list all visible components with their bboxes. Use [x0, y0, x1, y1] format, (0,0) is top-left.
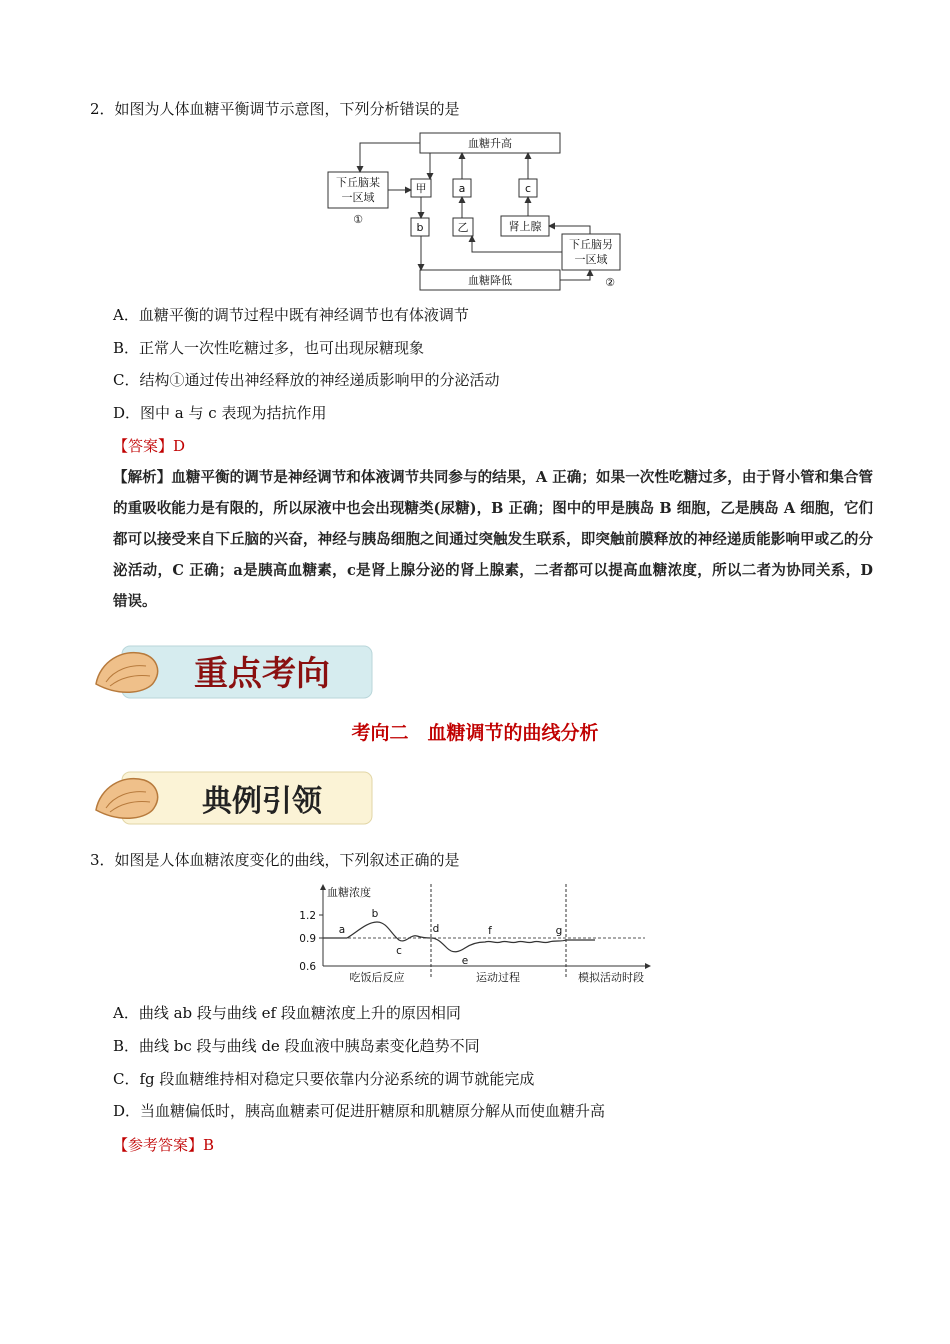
label-a: a — [458, 182, 466, 195]
label-hyp1-mark: ① — [353, 213, 363, 226]
label-c: c — [524, 182, 532, 195]
y-axis-label: 血糖浓度 — [327, 886, 371, 899]
q2-analysis-label: 【解析】 — [113, 469, 172, 486]
label-hyp1-line2: 一区域 — [341, 191, 375, 204]
question-2-stem: 2．如图为人体血糖平衡调节示意图，下列分析错误的是 — [90, 100, 460, 118]
shell-icon — [96, 653, 158, 693]
section-title: 考向二 血糖调节的曲线分析 — [351, 722, 599, 744]
blood-sugar-curve — [323, 922, 595, 952]
label-hyp2-line1: 下丘脑另 — [569, 238, 613, 251]
q2-answer-label: 【答案】 — [113, 437, 174, 455]
point-label-g: g — [555, 925, 563, 937]
q3-option-d: D．当血糖偏低时，胰高血糖素可促进肝糖原和肌糖原分解从而使血糖升高 — [113, 1102, 606, 1120]
banner-typical-example — [92, 766, 374, 828]
segment-label-exercise: 运动过程 — [476, 971, 520, 984]
q2-analysis-text: 血糖平衡的调节是神经调节和体液调节共同参与的结果，A 正确；如果一次性吃糖过多，由于肾小管和集合管的重吸收能力是有限的，所以尿液中也会出现糖类(尿糖)，B 正确；图中的甲是胰岛 B 细胞，乙是胰岛 A 细胞，它们都可以接受来自下丘脑的兴奋，神经与胰岛细胞之间通过突触发生联系，即突触前膜释放的神经递质能影响甲或乙的分泌活动，C 正确；a是胰高血糖素，c是肾上腺分泌的肾上腺素，二者都可以提高血糖浓度，所以二者为协同关系，D 错误。 — [113, 469, 874, 610]
label-yi: 乙 — [457, 221, 469, 234]
label-adrenal: 肾上腺 — [508, 220, 542, 233]
point-label-a: a — [338, 924, 346, 936]
q2-answer-value: D — [173, 437, 186, 455]
q3-answer-value: B — [203, 1136, 215, 1154]
q2-option-a: A．血糖平衡的调节过程中既有神经调节也有体液调节 — [113, 306, 469, 324]
banner-key-direction-text: 重点考向 — [194, 654, 330, 694]
q3-option-c: C．fg 段血糖维持相对稳定只要依靠内分泌系统的调节就能完成 — [113, 1070, 535, 1088]
label-hyp2-mark: ② — [605, 276, 615, 289]
q2-answer — [113, 435, 185, 456]
y-tick-label-0.9: 0.9 — [299, 933, 316, 945]
blood-sugar-curve-figure — [295, 880, 655, 988]
y-axis-arrow — [320, 884, 326, 890]
blood-sugar-regulation-diagram — [320, 128, 630, 294]
q2-option-b: B．正常人一次性吃糖过多，也可出现尿糖现象 — [113, 339, 425, 357]
shell-icon — [96, 779, 158, 819]
q3-answer — [113, 1134, 214, 1155]
question-3-stem: 3．如图是人体血糖浓度变化的曲线，下列叙述正确的是 — [90, 851, 460, 869]
label-hyp2-line2: 一区域 — [574, 253, 608, 266]
x-axis-arrow — [645, 963, 651, 969]
banner-typical-example-text: 典例引领 — [202, 784, 322, 819]
y-tick-label-1.2: 1.2 — [299, 910, 316, 922]
y-tick-label-0.6: 0.6 — [299, 961, 316, 973]
label-hyp1-line1: 下丘脑某 — [336, 176, 380, 189]
point-label-b: b — [371, 908, 379, 920]
banner-key-direction — [92, 640, 374, 702]
q3-answer-label: 【参考答案】 — [113, 1136, 204, 1154]
q3-option-b: B．曲线 bc 段与曲线 de 段血液中胰岛素变化趋势不同 — [113, 1037, 480, 1055]
label-jia: 甲 — [415, 182, 427, 195]
label-blood-sugar-high: 血糖升高 — [468, 137, 512, 150]
segment-label-simulation: 模拟活动时段 — [578, 971, 644, 984]
q2-analysis — [113, 462, 873, 617]
point-label-f: f — [488, 925, 492, 937]
q2-option-d: D．图中 a 与 c 表现为拮抗作用 — [113, 404, 327, 422]
point-label-e: e — [461, 955, 469, 967]
label-blood-sugar-low: 血糖降低 — [468, 274, 512, 287]
q3-option-a: A．曲线 ab 段与曲线 ef 段血糖浓度上升的原因相同 — [113, 1004, 461, 1022]
point-label-d: d — [432, 923, 440, 935]
label-b: b — [416, 221, 424, 234]
segment-label-after-meal: 吃饭后反应 — [349, 971, 405, 984]
q2-option-c: C．结构①通过传出神经释放的神经递质影响甲的分泌活动 — [113, 371, 500, 389]
point-label-c: c — [396, 945, 402, 957]
